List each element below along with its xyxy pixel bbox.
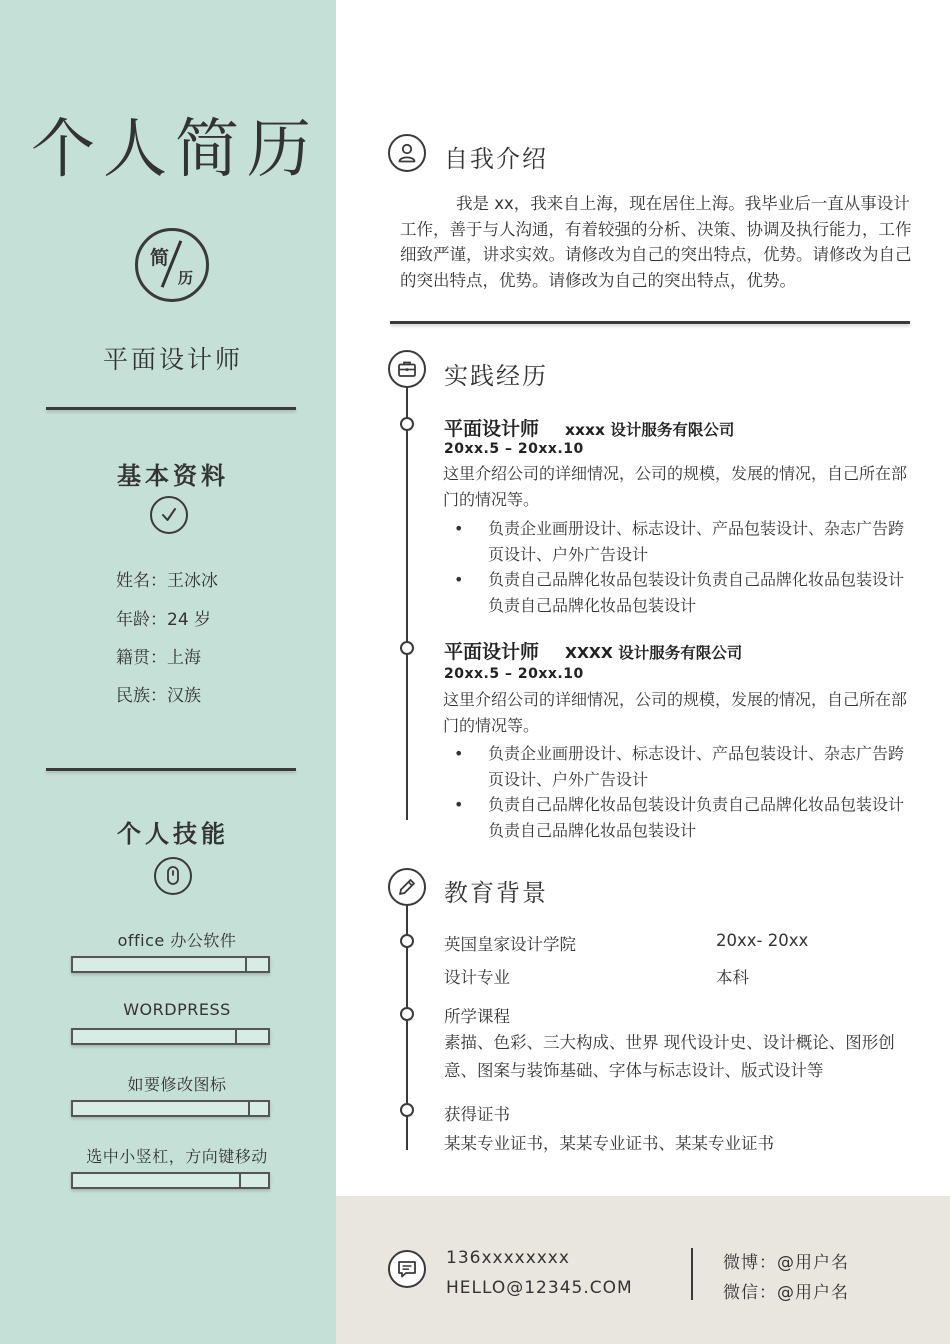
job-title: 平面设计师 <box>102 345 243 374</box>
skills-heading: 个人技能 <box>117 820 229 848</box>
timeline-dot <box>400 934 414 948</box>
check-icon <box>150 496 188 534</box>
experience-heading: 实践经历 <box>444 362 548 390</box>
job-company: XXXX 设计服务有限公司 <box>565 644 743 662</box>
timeline-dot <box>400 1103 414 1117</box>
job-responsibilities <box>454 741 914 843</box>
timeline-dot <box>400 641 414 655</box>
job-heading <box>444 637 742 664</box>
email-address[interactable]: HELLO@12345.COM <box>446 1278 633 1298</box>
certificates-label: 获得证书 <box>444 1105 510 1124</box>
job-date: 20xx.5 – 20xx.10 <box>444 666 584 682</box>
list-item: • 负责自己品牌化妆品包装设计负责自己品牌化妆品包装设计负责自己品牌化妆品包装设计 <box>454 567 914 618</box>
weibo-handle[interactable]: 微博：@用户名 <box>723 1253 849 1273</box>
message-icon <box>388 1250 426 1288</box>
basic-info-heading: 基本资料 <box>117 462 229 490</box>
list-item: • 负责自己品牌化妆品包装设计负责自己品牌化妆品包装设计负责自己品牌化妆品包装设计 <box>454 792 914 843</box>
certificates-list: 某某专业证书，某某专业证书、某某专业证书 <box>444 1134 774 1153</box>
info-name: 姓名：王冰冰 <box>116 571 218 591</box>
skill-label: WORDPRESS <box>123 1000 231 1019</box>
courses-label: 所学课程 <box>444 1007 510 1026</box>
logo-top-char: 简 <box>150 247 170 269</box>
mouse-icon <box>154 857 192 895</box>
wechat-handle[interactable]: 微信：@用户名 <box>723 1283 849 1303</box>
sidebar-divider <box>46 768 296 771</box>
briefcase-icon <box>388 350 426 388</box>
school-name: 英国皇家设计学院 <box>444 935 576 954</box>
logo-bottom-char: 历 <box>178 269 194 287</box>
skill-bar-fill <box>73 1030 237 1043</box>
timeline-dot <box>400 1007 414 1021</box>
skill-bar <box>71 1028 270 1045</box>
job-heading <box>444 414 734 441</box>
skill-bar-fill <box>73 958 247 971</box>
resume-logo <box>135 228 209 302</box>
job-responsibilities <box>454 516 914 618</box>
skill-bar <box>71 956 270 973</box>
phone-number[interactable]: 136xxxxxxxx <box>446 1248 570 1268</box>
info-hometown: 籍贯：上海 <box>116 648 201 668</box>
skill-label: 选中小竖杠，方向键移动 <box>86 1147 268 1166</box>
list-item: • 负责企业画册设计、标志设计、产品包装设计、杂志广告跨页设计、户外广告设计 <box>454 516 914 567</box>
degree: 本科 <box>716 968 749 987</box>
info-age: 年龄：24 岁 <box>116 610 212 630</box>
skill-bar-fill <box>73 1102 250 1115</box>
timeline-dot <box>400 417 414 431</box>
job-date: 20xx.5 – 20xx.10 <box>444 441 584 457</box>
skill-label: office 办公软件 <box>117 931 237 950</box>
job-description: 这里介绍公司的详细情况，公司的规模，发展的情况，自己所在部门的情况等。 <box>443 690 908 735</box>
study-period: 20xx- 20xx <box>716 931 809 950</box>
skill-bar <box>71 1100 270 1117</box>
sidebar <box>0 0 336 1344</box>
job-company: xxxx 设计服务有限公司 <box>565 421 735 439</box>
job-position: 平面设计师 <box>444 641 540 663</box>
person-icon <box>388 134 426 172</box>
education-heading: 教育背景 <box>444 879 548 907</box>
footer-divider <box>691 1248 693 1300</box>
contact-footer <box>336 1196 950 1344</box>
info-ethnicity: 民族：汉族 <box>116 686 201 706</box>
courses-list: 素描、色彩、三大构成、世界 现代设计史、设计概论、图形创意、图案与装饰基础、字体与标志设计、版式设计等 <box>444 1033 895 1080</box>
intro-heading: 自我介绍 <box>444 145 548 173</box>
intro-text: 我是 xx，我来自上海，现在居住上海。我毕业后一直从事设计工作，善于与人沟通，有着较强的分析、决策、协调及执行能力，工作细致严谨，讲求实效。请修改为自己的突出特点，优势。请修改为自己的突出特点，优势。请修改为自己的突出特点，优势。 <box>400 194 912 290</box>
skill-bar-fill <box>73 1174 241 1187</box>
major: 设计专业 <box>444 968 510 987</box>
skill-label: 如要修改图标 <box>127 1075 227 1094</box>
sidebar-divider <box>46 407 296 410</box>
pencil-icon <box>388 868 426 906</box>
job-description: 这里介绍公司的详细情况，公司的规模，发展的情况，自己所在部门的情况等。 <box>443 464 908 509</box>
main-divider <box>390 321 910 324</box>
experience-timeline <box>406 370 408 820</box>
resume-title: 个人简历 <box>31 113 319 187</box>
skill-bar <box>71 1172 270 1189</box>
list-item: • 负责企业画册设计、标志设计、产品包装设计、杂志广告跨页设计、户外广告设计 <box>454 741 914 792</box>
job-position: 平面设计师 <box>444 418 540 440</box>
